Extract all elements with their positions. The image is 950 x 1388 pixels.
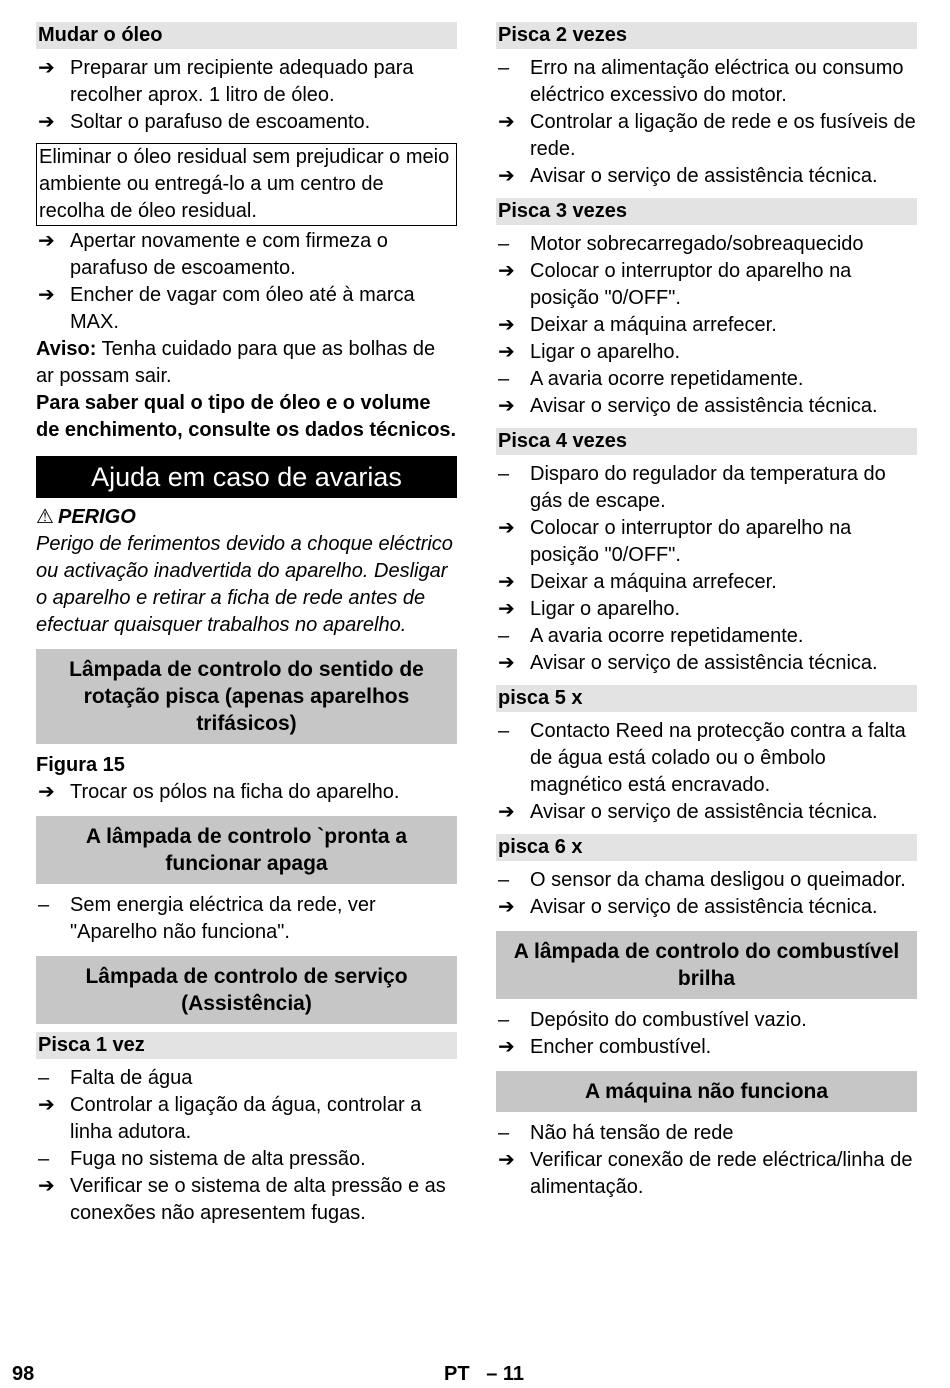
heading-blink-5: pisca 5 x xyxy=(496,685,917,712)
heading-machine-not-working: A máquina não funciona xyxy=(496,1071,917,1112)
list-item xyxy=(36,228,457,282)
list-item-text: A avaria ocorre repetidamente. xyxy=(530,625,804,647)
dash-bullet: – xyxy=(498,1122,510,1144)
list-item xyxy=(496,515,917,569)
list-item xyxy=(496,718,917,799)
list-item-text: Controlar a ligação da água, controlar a linha adutora. xyxy=(70,1094,422,1143)
arrow-right-icon: ➔ xyxy=(38,1094,55,1116)
list-item-text: Deixar a máquina arrefecer. xyxy=(530,571,777,593)
dash-bullet: – xyxy=(498,57,510,79)
arrow-right-icon: ➔ xyxy=(38,230,55,252)
arrow-right-icon: ➔ xyxy=(498,801,515,823)
page-number: 98 xyxy=(12,1363,35,1385)
dash-bullet: – xyxy=(498,1009,510,1031)
list-item xyxy=(496,312,917,339)
list-item xyxy=(36,892,457,946)
oil-type-note: Para saber qual o tipo de óleo e o volume de enchimento, consulte os dados técnicos. xyxy=(36,392,457,441)
dash-bullet: – xyxy=(38,894,50,916)
list-item-text: Falta de água xyxy=(70,1067,193,1089)
blink-3-steps xyxy=(496,231,917,420)
arrow-right-icon: ➔ xyxy=(498,314,515,336)
language-page-code: PT – 11 xyxy=(444,1363,525,1385)
heading-ready-lamp: A lâmpada de controlo `pronta a funcionar apaga xyxy=(36,816,457,884)
arrow-right-icon: ➔ xyxy=(498,1149,515,1171)
list-item-text: Depósito do combustível vazio. xyxy=(530,1009,807,1031)
warning-triangle-icon: ⚠ xyxy=(36,506,54,528)
arrow-right-icon: ➔ xyxy=(498,260,515,282)
list-item-text: Verificar conexão de rede eléctrica/linha de alimentação. xyxy=(530,1149,913,1198)
list-item xyxy=(496,366,917,393)
blink-2-steps xyxy=(496,55,917,190)
air-bubble-note xyxy=(36,336,457,390)
list-item xyxy=(36,1092,457,1146)
list-item-text: Avisar o serviço de assistência técnica. xyxy=(530,896,878,918)
dash-bullet: – xyxy=(498,233,510,255)
dash-bullet: – xyxy=(498,869,510,891)
list-item xyxy=(36,1146,457,1173)
list-item xyxy=(36,1173,457,1227)
list-item xyxy=(36,282,457,336)
list-item-text: Avisar o serviço de assistência técnica. xyxy=(530,395,878,417)
arrow-right-icon: ➔ xyxy=(498,111,515,133)
heading-change-oil: Mudar o óleo xyxy=(36,22,457,49)
list-item-text: Deixar a máquina arrefecer. xyxy=(530,314,777,336)
list-item xyxy=(496,1007,917,1034)
arrow-right-icon: ➔ xyxy=(498,571,515,593)
arrow-right-icon: ➔ xyxy=(498,517,515,539)
danger-title xyxy=(36,504,457,531)
list-item-text: Encher de vagar com óleo até à marca MAX. xyxy=(70,284,415,333)
list-item-text: Ligar o aparelho. xyxy=(530,341,681,363)
dash-bullet: – xyxy=(498,463,510,485)
list-item xyxy=(496,1120,917,1147)
not-working-steps xyxy=(496,1120,917,1201)
list-item-text: Sem energia eléctrica da rede, ver "Aparelho não funciona". xyxy=(70,894,376,943)
dash-bullet: – xyxy=(498,368,510,390)
heading-blink-4: Pisca 4 vezes xyxy=(496,428,917,455)
list-item-text: Disparo do regulador da temperatura do gás de escape. xyxy=(530,463,886,512)
list-item-text: Não há tensão de rede xyxy=(530,1122,734,1144)
list-item-text: Preparar um recipiente adequado para recolher aprox. 1 litro de óleo. xyxy=(70,57,414,106)
ready-steps xyxy=(36,892,457,946)
arrow-right-icon: ➔ xyxy=(498,165,515,187)
list-item xyxy=(36,1065,457,1092)
list-item xyxy=(496,258,917,312)
list-item xyxy=(496,393,917,420)
arrow-right-icon: ➔ xyxy=(38,284,55,306)
list-item-text: Ligar o aparelho. xyxy=(530,598,681,620)
list-item-text: Fuga no sistema de alta pressão. xyxy=(70,1148,366,1170)
arrow-right-icon: ➔ xyxy=(498,1036,515,1058)
list-item xyxy=(496,231,917,258)
list-item xyxy=(496,1147,917,1201)
heading-blink-1: Pisca 1 vez xyxy=(36,1032,457,1059)
fuel-steps xyxy=(496,1007,917,1061)
heading-service-lamp: Lâmpada de controlo de serviço (Assistência) xyxy=(36,956,457,1024)
list-item-text: Colocar o interruptor do aparelho na posição "0/OFF". xyxy=(530,260,852,309)
arrow-right-icon: ➔ xyxy=(498,896,515,918)
list-item xyxy=(496,623,917,650)
arrow-right-icon: ➔ xyxy=(38,781,55,803)
danger-text: Perigo de ferimentos devido a choque eléctrico ou activação inadvertida do aparelho. Desligar o aparelho e retirar a ficha de rede antes de efectuar quaisquer trabalhos no aparelho. xyxy=(36,533,453,636)
list-item xyxy=(496,1034,917,1061)
list-item xyxy=(496,894,917,921)
arrow-right-icon: ➔ xyxy=(498,652,515,674)
list-item-text: Contacto Reed na protecção contra a falta de água está colado ou o êmbolo magnético está encravado. xyxy=(530,720,906,796)
blink-5-steps xyxy=(496,718,917,826)
list-item xyxy=(496,163,917,190)
list-item xyxy=(36,109,457,136)
left-column xyxy=(36,22,457,1227)
list-item xyxy=(496,109,917,163)
list-item-text: Colocar o interruptor do aparelho na posição "0/OFF". xyxy=(530,517,852,566)
list-item xyxy=(496,461,917,515)
heading-rotation-lamp: Lâmpada de controlo do sentido de rotação pisca (apenas aparelhos trifásicos) xyxy=(36,649,457,744)
list-item-text: Trocar os pólos na ficha do aparelho. xyxy=(70,781,400,803)
figure-reference: Figura 15 xyxy=(36,754,125,776)
arrow-right-icon: ➔ xyxy=(38,1175,55,1197)
list-item xyxy=(496,650,917,677)
list-item-text: Controlar a ligação de rede e os fusíveis de rede. xyxy=(530,111,916,160)
note-text: Tenha cuidado para que as bolhas de ar possam sair. xyxy=(36,338,436,387)
list-item xyxy=(496,596,917,623)
blink-4-steps xyxy=(496,461,917,677)
dash-bullet: – xyxy=(498,720,510,742)
list-item-text: Avisar o serviço de assistência técnica. xyxy=(530,652,878,674)
list-item-text: Avisar o serviço de assistência técnica. xyxy=(530,801,878,823)
list-item-text: Avisar o serviço de assistência técnica. xyxy=(530,165,878,187)
heading-fuel-lamp: A lâmpada de controlo do combustível brilha xyxy=(496,931,917,999)
oil-steps xyxy=(36,55,457,136)
heading-blink-6: pisca 6 x xyxy=(496,834,917,861)
blink-1-steps xyxy=(36,1065,457,1227)
arrow-right-icon: ➔ xyxy=(498,395,515,417)
list-item xyxy=(496,55,917,109)
arrow-right-icon: ➔ xyxy=(38,57,55,79)
dash-bullet: – xyxy=(38,1148,50,1170)
arrow-right-icon: ➔ xyxy=(38,111,55,133)
oil-disposal-notice: Eliminar o óleo residual sem prejudicar o meio ambiente ou entregá-lo a um centro de recolha de óleo residual. xyxy=(36,143,457,226)
list-item-text: Verificar se o sistema de alta pressão e as conexões não apresentem fugas. xyxy=(70,1175,446,1224)
rotation-steps xyxy=(36,779,457,806)
heading-blink-2: Pisca 2 vezes xyxy=(496,22,917,49)
heading-blink-3: Pisca 3 vezes xyxy=(496,198,917,225)
danger-label: PERIGO xyxy=(58,506,136,528)
arrow-right-icon: ➔ xyxy=(498,598,515,620)
blink-6-steps xyxy=(496,867,917,921)
list-item xyxy=(36,779,457,806)
list-item xyxy=(496,867,917,894)
dash-bullet: – xyxy=(498,625,510,647)
list-item xyxy=(36,55,457,109)
list-item-text: O sensor da chama desligou o queimador. xyxy=(530,869,906,891)
list-item-text: Soltar o parafuso de escoamento. xyxy=(70,111,371,133)
section-banner-troubleshooting: Ajuda em caso de avarias xyxy=(36,456,457,498)
right-column xyxy=(496,22,917,1201)
list-item-text: Apertar novamente e com firmeza o parafuso de escoamento. xyxy=(70,230,388,279)
arrow-right-icon: ➔ xyxy=(498,341,515,363)
list-item xyxy=(496,569,917,596)
list-item-text: Encher combustível. xyxy=(530,1036,712,1058)
list-item-text: Erro na alimentação eléctrica ou consumo eléctrico excessivo do motor. xyxy=(530,57,904,106)
dash-bullet: – xyxy=(38,1067,50,1089)
note-label: Aviso: xyxy=(36,338,97,360)
oil-steps-2 xyxy=(36,228,457,336)
list-item xyxy=(496,799,917,826)
list-item-text: A avaria ocorre repetidamente. xyxy=(530,368,804,390)
list-item-text: Motor sobrecarregado/sobreaquecido xyxy=(530,233,864,255)
list-item xyxy=(496,339,917,366)
